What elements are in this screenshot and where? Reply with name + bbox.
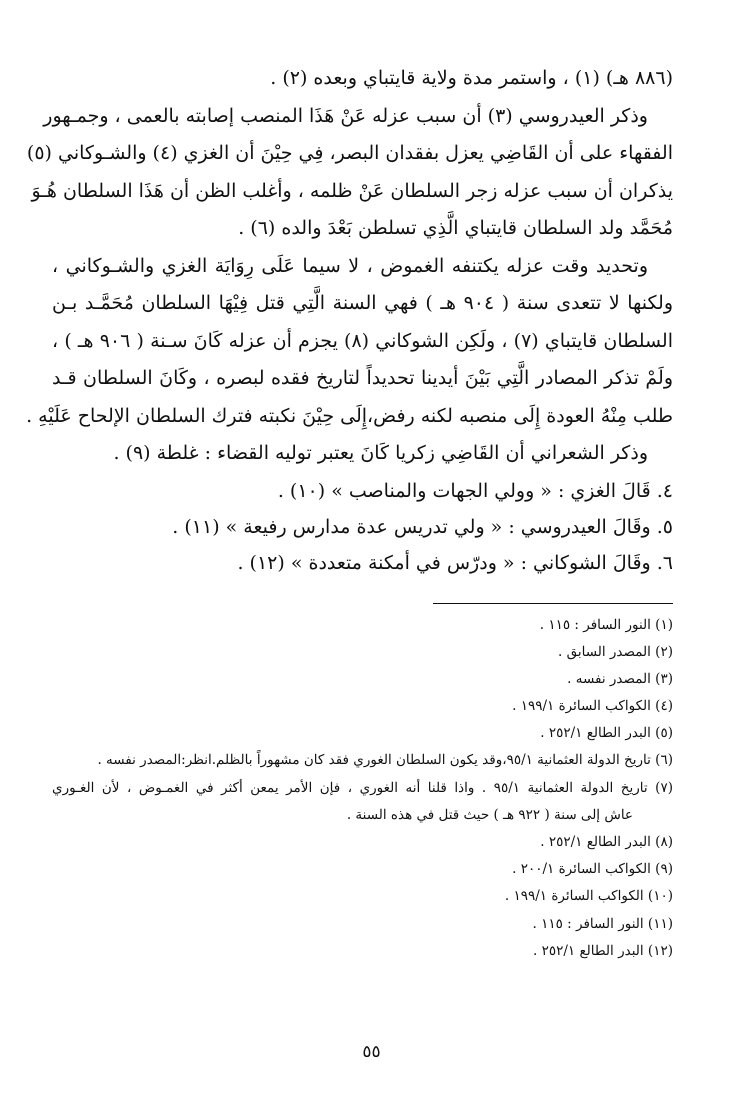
text-line-5: مُحَمَّد ولد السلطان قايتباي الَّذِي تسلطن بَعْدَ والده (٦) . xyxy=(238,217,673,239)
footnote-7: (٧) تاريخ الدولة العثمانية ٩٥/١ . واذا قلنا أنه الغوري ، فإن الأمر يمعن أكثر في الغمـوض ، لأن الغـوري xyxy=(52,779,673,796)
footnote-12: (١٢) البدر الطالع ٢٥٢/١ . xyxy=(533,942,673,959)
page-number: ٥٥ xyxy=(362,1042,381,1062)
text-line-1: (٨٨٦ هـ) (١) ، واستمر مدة ولاية قايتباي وبعده (٢) . xyxy=(270,67,673,89)
text-line-3: الفقهاء على أن القَاضِي يعزل بفقدان البصر، فِي حِيْنَ أن الغزي (٤) والشـوكاني (٥) xyxy=(26,142,673,164)
footnotes xyxy=(52,612,673,965)
text-line-10: طلب مِنْهُ العودة إِلَى منصبه لكنه رفض،إِلَى حِيْنَ نكبته فترك السلطان الإلحاح عَلَيْهِ . xyxy=(26,404,673,427)
footnote-5: (٥) البدر الطالع ٢٥٢/١ . xyxy=(540,725,673,742)
text-line-9: ولَمْ تذكر المصادر الَّتِي بَيْنَ أيدينا تحديداً لتاريخ فقده لبصره ، وكَانَ السلطان قـد xyxy=(52,367,673,389)
footnote-7-continuation: عاش إلى سنة ( ٩٢٢ هـ ) حيث قتل في هذه السنة . xyxy=(346,806,633,823)
footnote-9: (٩) الكواكب السائرة ٢٠٠/١ . xyxy=(512,861,673,878)
footnote-10: (١٠) الكواكب السائرة ١٩٩/١ . xyxy=(504,888,673,905)
text-line-8: السلطان قايتباي (٧) ، ولَكِن الشوكاني (٨) يجزم أن عزله كَانَ سـنة ( ٩٠٦ هـ ) ، xyxy=(52,329,674,352)
footnote-separator xyxy=(433,603,673,604)
list-item-4: ٤. قَالَ الغزي : « وولي الجهات والمناصب » (١٠) . xyxy=(277,479,673,502)
numbered-list xyxy=(52,473,673,581)
main-text xyxy=(26,60,674,473)
text-line-4: يذكران أن سبب عزله زجر السلطان عَنْ ظلمه ، وأغلب الظن أن هَذَا السلطان هُـوَ xyxy=(31,179,673,202)
footnote-2: (٢) المصدر السابق . xyxy=(558,643,673,660)
footnote-3: (٣) المصدر نفسه . xyxy=(567,670,673,687)
list-item-5: ٥. وقَالَ العيدروسي : « ولي تدريس عدة مدارس رفيعة » (١١) . xyxy=(172,515,673,538)
text-line-6: وتحديد وقت عزله يكتنفه الغموض ، لا سيما عَلَى رِوَايَة الغزي والشـوكاني ، xyxy=(52,254,648,277)
page-body xyxy=(26,60,674,1098)
text-line-7: ولكنها لا تتعدى سنة ( ٩٠٤ هـ ) فهي السنة الَّتِي قتل فِيْهَا السلطان مُحَمَّـد بـن xyxy=(52,292,673,314)
footnote-11: (١١) النور السافر : ١١٥ . xyxy=(532,915,673,932)
text-line-11: وذكر الشعراني أن القَاضِي زكريا كَانَ يعتبر توليه القضاء : غلطة (٩) . xyxy=(113,442,648,464)
text-line-2: وذكر العيدروسي (٣) أن سبب عزله عَنْ هَذَا المنصب إصابته بالعمى ، وجمـهور xyxy=(43,104,648,127)
footnote-4: (٤) الكواكب السائرة ١٩٩/١ . xyxy=(512,698,673,715)
footnote-1: (١) النور السافر : ١١٥ . xyxy=(539,616,673,633)
list-item-6: ٦. وقَالَ الشوكاني : « ودرّس في أمكنة متعددة » (١٢) . xyxy=(237,551,673,574)
footnote-8: (٨) البدر الطالع ٢٥٢/١ . xyxy=(540,834,673,850)
footnote-6: (٦) تاريخ الدولة العثمانية ٩٥/١،وقد يكون السلطان الغوري فقد كان مشهوراً بالظلم.انظر:المصدر نفسه . xyxy=(97,752,673,769)
